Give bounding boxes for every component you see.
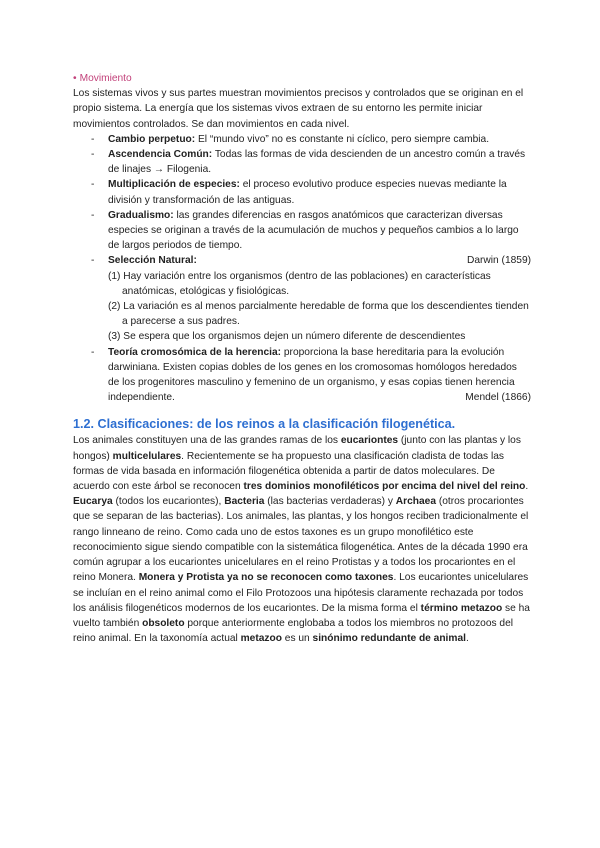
text-run: . bbox=[525, 481, 529, 493]
text-run: . Recientemente se ha propuesto una clasificación cladista de todas las formas de vida basada en información filogenética obtenida a partir de datos moleculares. De acuerdo con este árbol se reconocen bbox=[73, 450, 504, 493]
item-term: Multiplicación de especies: bbox=[108, 179, 240, 191]
item-text: El “mundo vivo” no es constante ni cíclico, pero siempre cambia. bbox=[195, 133, 490, 145]
section-title-clasificaciones: 1.2. Clasificaciones: de los reinos a la clasificación filogenética. bbox=[73, 417, 456, 432]
bullet-icon: • bbox=[73, 73, 77, 84]
text-run: se ha vuelto también bbox=[73, 602, 530, 629]
author-citation: Darwin (1859) bbox=[467, 255, 531, 267]
text-run: (otros procariontes que se separan de las bacterias). Los animales, las plantas, y los hongos reciben tradicionalmente el rango linneano de reino. Como cada uno de estos taxones es un grupo monofilético este reconocimiento sigue siendo compatible con la sistemática filogenética. Antes de la década 1990 era común agrupar a los eucariontes unicelulares en el reino Protistas y a todos los procariontes en el reino Monera. bbox=[73, 496, 529, 584]
intro-paragraph: Los sistemas vivos y sus partes muestran movimientos precisos y controlados que se originan en el propio sistema. La energía que los sistemas vivos extraen de su entorno les permite iniciar movimientos controlados. Se dan movimientos en cada nivel. bbox=[73, 88, 524, 130]
numbered-point: (3) Se espera que los organismos dejen un número diferente de descendientes bbox=[108, 331, 466, 343]
author-citation: Mendel (1866) bbox=[465, 392, 531, 404]
bold-term: sinónimo redundante de animal bbox=[312, 633, 466, 645]
seleccion-points bbox=[108, 269, 531, 345]
bold-term: término metazoo bbox=[420, 602, 503, 614]
bold-term: Bacteria bbox=[224, 496, 265, 508]
text-run: (las bacterias verdaderas) y bbox=[264, 496, 396, 508]
item-term: - Selección Natural: bbox=[108, 255, 197, 267]
concept-list bbox=[73, 132, 531, 406]
bold-term: eucariontes bbox=[340, 435, 399, 447]
bold-term: tres dominios monofiléticos por encima del nivel del reino bbox=[243, 481, 526, 493]
heading-text: Movimiento bbox=[79, 73, 132, 84]
bold-term: metazoo bbox=[240, 633, 282, 645]
list-item bbox=[108, 208, 531, 254]
document-page bbox=[73, 71, 531, 646]
text-run: (todos los eucariontes), bbox=[112, 496, 225, 508]
item-term: Cambio perpetuo: bbox=[108, 133, 196, 145]
bold-term: Monera y Protista ya no se reconocen como taxones bbox=[138, 572, 394, 584]
item-term: Teoría cromosómica de la herencia: bbox=[108, 346, 282, 358]
section-heading-movimiento bbox=[73, 71, 531, 86]
list-item bbox=[108, 132, 531, 147]
numbered-point: (2) La variación es al menos parcialmente heredable de forma que los descendientes tienden a parecerse a sus padres. bbox=[108, 301, 529, 328]
text-run: . Los eucariontes unicelulares se incluían en el reino animal como el Filo Protozoos una hipótesis claramente rechazada por todos los análisis filogenéticos modernos de los eucariontes. De la misma forma el bbox=[73, 572, 529, 614]
clasificaciones-paragraph bbox=[73, 433, 531, 646]
item-term: Gradualismo: bbox=[108, 209, 174, 221]
bold-term: Archaea bbox=[395, 496, 437, 508]
item-text: el proceso evolutivo produce especies nuevas mediante la división y transformación de las antiguas. bbox=[108, 179, 507, 206]
text-run: Los animales constituyen una de las grandes ramas de los bbox=[73, 435, 341, 447]
bold-term: Eucarya bbox=[73, 496, 113, 508]
list-item bbox=[108, 147, 531, 177]
list-item-seleccion bbox=[108, 253, 531, 344]
bold-term: obsoleto bbox=[142, 617, 185, 629]
item-text: Todas las formas de vida descienden de un ancestro común a través de linajes → Filogenia. bbox=[108, 149, 526, 176]
bold-term: multicelulares bbox=[112, 450, 182, 462]
item-term: Ascendencia Común: bbox=[108, 149, 213, 161]
numbered-point: (1) Hay variación entre los organismos (dentro de las poblaciones) en características anatómicas, etológicas y fisiológicas. bbox=[108, 270, 491, 297]
item-text: las grandes diferencias en rasgos anatómicos que caracterizan diversas especies se originan a través de la acumulación de muchos y pequeños cambios a lo largo de largos periodos de tiempo. bbox=[108, 209, 519, 252]
text-run: porque anteriormente englobaba a todos los miembros no protozoos del reino animal. En la taxonomía actual bbox=[73, 617, 514, 645]
item-text: proporciona la base hereditaria para la evolución darwiniana. Existen copias dobles de los genes en los cromosomas homólogos heredados de los progenitores masculino y femenino de un organismo, y esas copias tienen herencia independiente. bbox=[108, 346, 517, 404]
text-run: (junto con las plantas y los hongos) bbox=[73, 435, 521, 462]
list-item-teoria bbox=[108, 345, 531, 406]
list-item bbox=[108, 177, 531, 207]
text-run: es un bbox=[281, 633, 313, 645]
text-run: . bbox=[465, 633, 469, 645]
